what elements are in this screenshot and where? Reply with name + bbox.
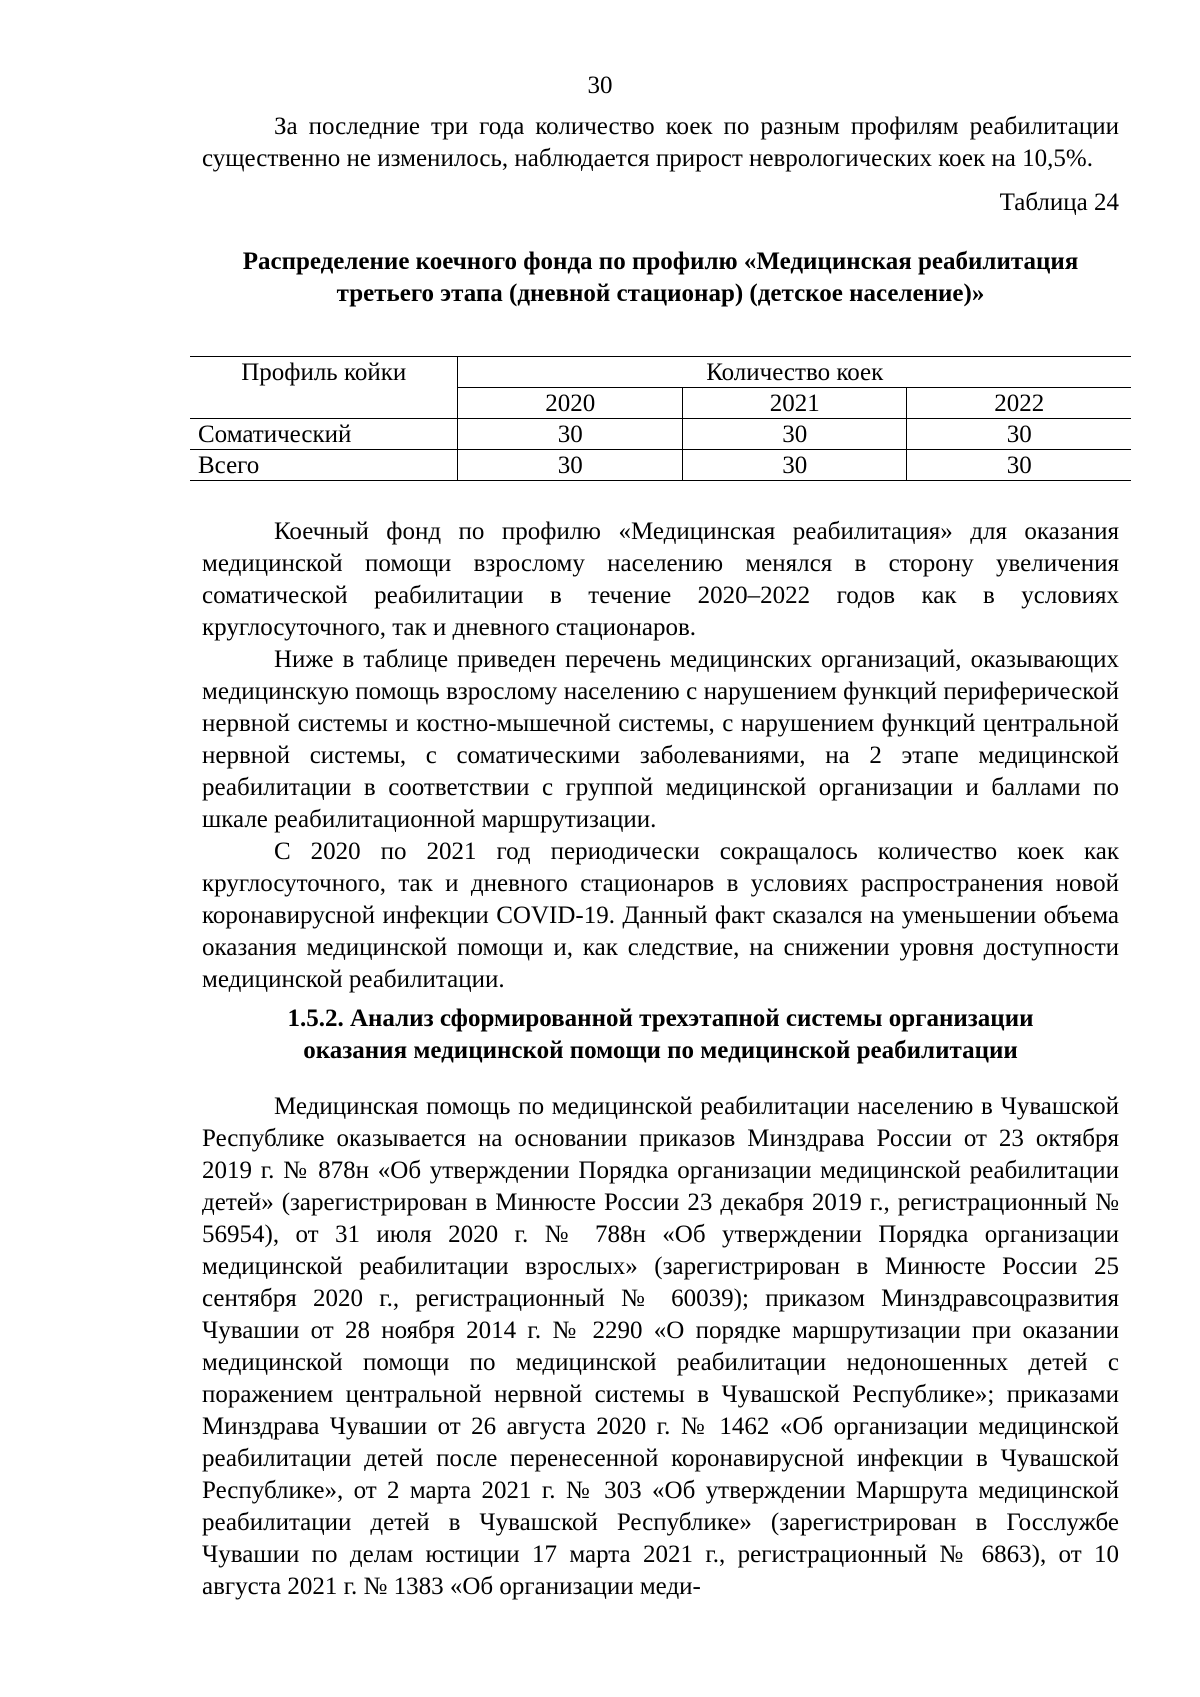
intro-paragraph: За последние три года количество коек по разным профилям реабилитации существенно не изменилось, наблюдается прирост неврологических коек на 10,5%. [202,113,1119,172]
final-text-block [202,1091,1119,1603]
section-heading-line-1: 1.5.2. Анализ сформированной трехэтапной системы организации [287,1005,1034,1032]
post-table-text-block [202,516,1119,996]
value-cell: 30 [682,450,907,481]
table-header-row [190,357,1131,388]
row-label-cell: Соматический [190,419,458,450]
table-row [190,450,1131,481]
value-cell: 30 [682,419,907,450]
table-title-line-1: Распределение коечного фонда по профилю «Медицинская реабилитация [242,248,1079,275]
header-count-cell: Количество коек [458,357,1131,388]
table-caption: Таблица 24 [999,189,1119,216]
paragraph-covid: С 2020 по 2021 год периодически сокращалось количество коек как круглосуточного, так и дневного стационаров в условиях распространения новой коронавирусной инфекции COVID-19. Данный факт сказался на уменьшении объема оказания медицинской помощи и, как следствие, на снижении уровня доступности медицинской реабилитации. [202,838,1119,993]
bed-fund-table [190,356,1131,481]
section-heading-line-2: оказания медицинской помощи по медицинской реабилитации [303,1037,1018,1064]
table-row [190,419,1131,450]
value-cell: 30 [458,450,683,481]
table-title-line-2: третьего этапа (дневной стационар) (детское население)» [336,280,985,307]
intro-text-block [202,111,1119,175]
table-title [202,246,1119,310]
paragraph-organizations: Ниже в таблице приведен перечень медицинских организаций, оказывающих медицинскую помощь взрослому населению с нарушением функций периферической нервной системы и костно-мышечной системы, с нарушением функций центральной нервной системы, с соматическими заболеваниями, на 2 этапе медицинской реабилитации в соответствии с группой медицинской организации и баллами по шкале реабилитационной маршрутизации. [202,646,1119,833]
year-cell: 2022 [907,388,1131,419]
value-cell: 30 [907,419,1131,450]
value-cell: 30 [458,419,683,450]
value-cell: 30 [907,450,1131,481]
paragraph-bed-fund: Коечный фонд по профилю «Медицинская реабилитация» для оказания медицинской помощи взрослому населению менялся в сторону увеличения соматической реабилитации в течение 2020–2022 годов как в условиях круглосуточного, так и дневного стационаров. [202,518,1119,641]
page-number: 30 [587,72,613,99]
year-cell: 2020 [458,388,683,419]
row-label-cell: Всего [190,450,458,481]
year-cell: 2021 [682,388,907,419]
section-heading [202,1003,1119,1067]
header-profile-cell: Профиль койки [190,357,458,419]
paragraph-legal-basis: Медицинская помощь по медицинской реабилитации населению в Чувашской Республике оказывается на основании приказов Минздрава России от 23 октября 2019 г. № 878н «Об утверждении Порядка организации медицинской реабилитации детей» (зарегистрирован в Минюсте России 23 декабря 2019 г., регистрационный № 56954), от 31 июля 2020 г. № 788н «Об утверждении Порядка организации медицинской реабилитации взрослых» (зарегистрирован в Минюсте России 25 сентября 2020 г., регистрационный № 60039); приказом Минздравсоцразвития Чувашии от 28 ноября 2014 г. № 2290 «О порядке маршрутизации при оказании медицинской помощи по медицинской реабилитации недоношенных детей с поражением центральной нервной системы в Чувашской Республике»; приказами Минздрава Чувашии от 26 августа 2020 г. № 1462 «Об организации медицинской реабилитации детей после перенесенной коронавирусной инфекции в Чувашской Республике», от 2 марта 2021 г. № 303 «Об утверждении Маршрута медицинской реабилитации детей в Чувашской Республике» (зарегистрирован в Госслужбе Чувашии по делам юстиции 17 марта 2021 г., регистрационный № 6863), от 10 августа 2021 г. № 1383 «Об организации меди- [202,1093,1119,1600]
